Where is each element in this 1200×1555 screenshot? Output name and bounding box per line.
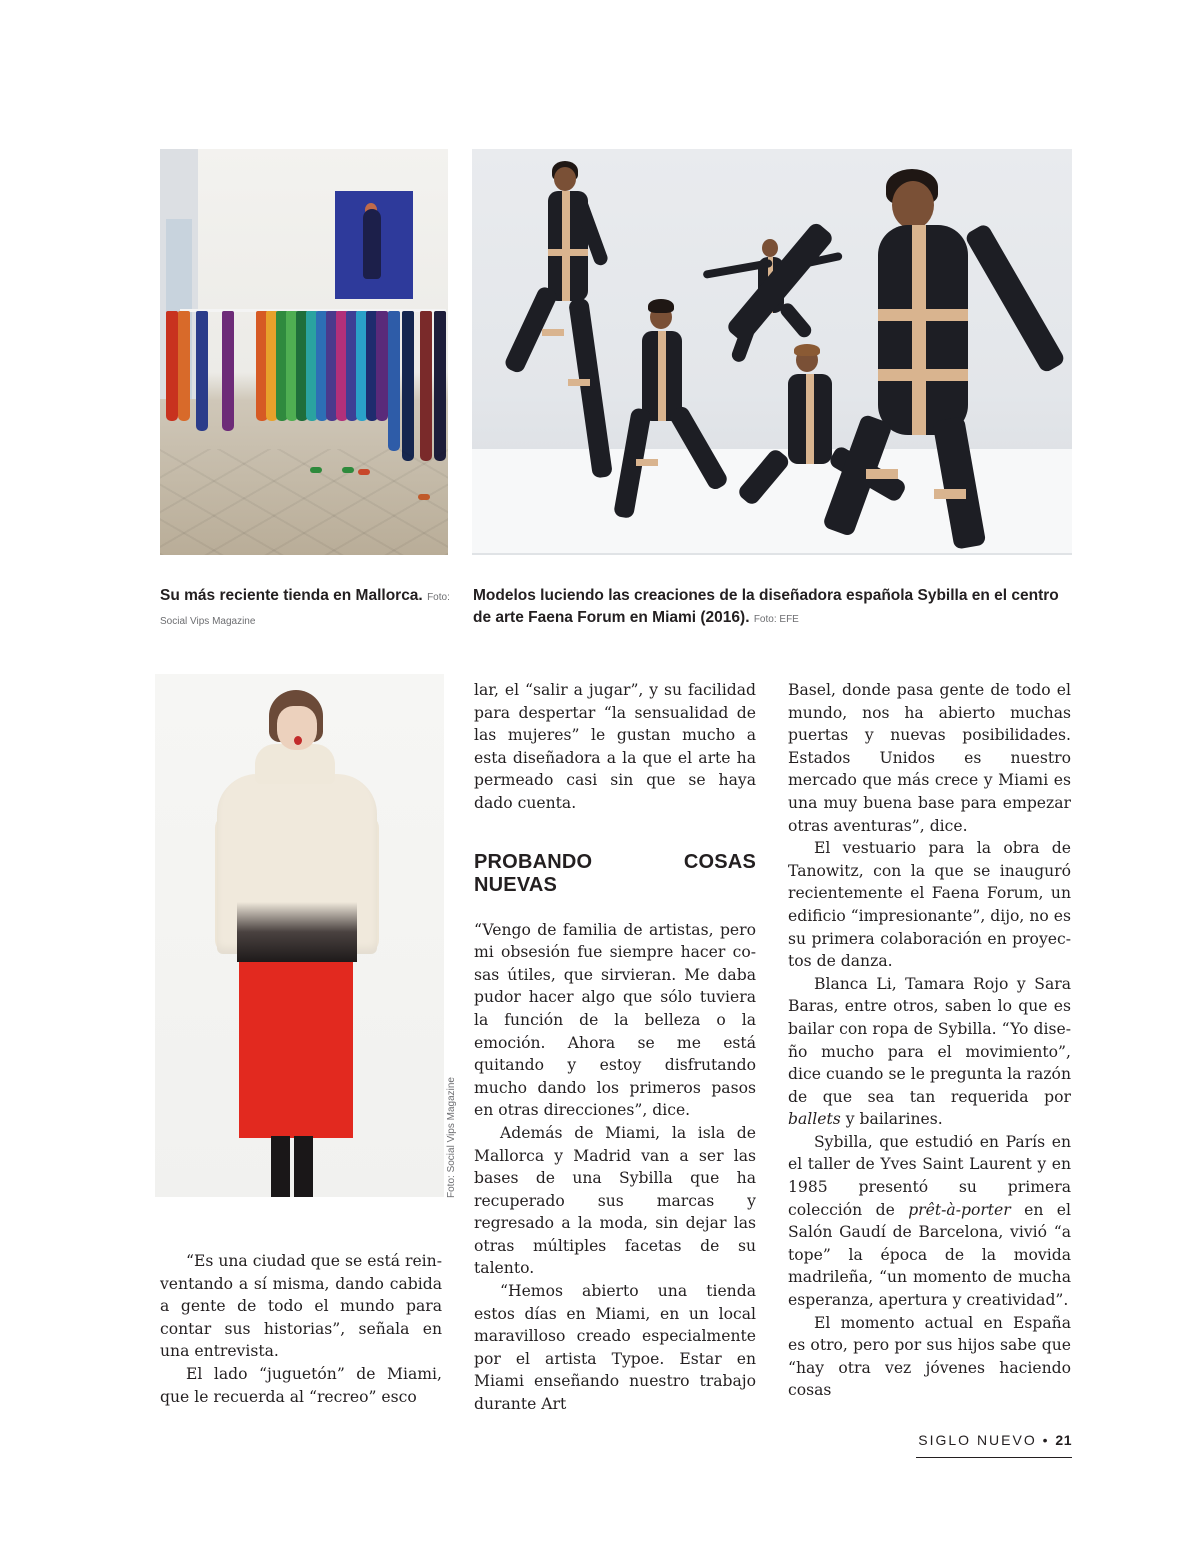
paragraph: Además de Miami, la isla de Mallorca y Madrid van a ser las bases de una Sybilla que ha recuperado sus marcas y regresado a la moda, sin dejar las otras múltiples facetas de su talento. [474, 1123, 756, 1278]
footer-separator: • [1036, 1432, 1056, 1448]
paragraph [788, 1131, 1071, 1312]
page-number: 21 [1055, 1432, 1072, 1448]
paragraph: Basel, donde pasa gente de todo el mundo, nos ha abierto muchas puertas y nuevas posibilidades. Estados Unidos es nuestro mercado que más crece y Miami es una muy buena base para empezar otras aventuras”, dice. [788, 681, 1071, 835]
footer-rule [916, 1457, 1072, 1458]
italic-term: ballets [788, 1110, 841, 1129]
magazine-name: SIGLO NUEVO [918, 1432, 1037, 1448]
dancers-photo [472, 149, 1072, 555]
paragraph: lar, el “salir a jugar”, y su facilidad para despertar “la sensualidad de las mujeres” le gustan mucho a esta diseñadora a la que el arte ha permeado casi sin que se haya dado cuenta. [474, 681, 756, 812]
text-run: Blanca Li, Tamara Rojo y Sara Baras, entre otros, saben lo que es bailar con ropa de Sybilla. “Yo diseño mucho para el movimiento”, dice cuando se le pregunta la razón de que sea tan requerida por [788, 974, 1071, 1106]
italic-term: prêt-à-porter [908, 1200, 1011, 1219]
store-photo-credit: Foto: Social Vips Magazine [160, 592, 450, 627]
wall-painting [335, 191, 413, 299]
dancers-caption [473, 585, 1073, 631]
article-column-middle [474, 679, 756, 1416]
paragraph [788, 973, 1071, 1131]
page-footer [880, 1432, 1072, 1448]
dancers-caption-text: Modelos luciendo las creaciones de la diseñadora española Sybilla en el centro de arte Faena Forum en Miami (2016). [473, 587, 1059, 626]
paragraph: El vestuario para la obra de Tanowitz, con la que se inauguró recientemente el Faena Forum, un edificio “impresionante”, dijo, no es su primera colaboración en proyectos de danza. [788, 839, 1071, 971]
section-heading: PROBANDO COSAS NUEVAS [474, 850, 756, 896]
model-photo [155, 674, 444, 1197]
article-column-left [160, 1250, 442, 1408]
text-run: en el Salón Gaudí de Barcelona, vivió “a tope” la época de la movida madrileña, “un momento de mucha esperanza, apertura y creatividad”. [788, 1200, 1071, 1310]
paragraph: “Hemos abierto una tienda estos días en Miami, en un local maravilloso creado especialmente por el artista Typoe. Estar en Miami enseñando nuestro trabajo durante Art [474, 1282, 756, 1414]
text-run: Sybilla, que estudió en París en el taller de Yves Saint Laurent y en 1985 presentó su primera colección de [788, 1132, 1071, 1219]
dancers-photo-credit: Foto: EFE [753, 614, 799, 625]
store-caption [160, 585, 460, 633]
paragraph: El momento actual en España es otro, pero por sus hijos sabe que “hay otra vez jóvenes haciendo cosas [788, 1313, 1071, 1400]
model-photo-credit: Foto: Social Vips Magazine [446, 1077, 457, 1198]
store-caption-text: Su más reciente tienda en Mallorca. [160, 587, 423, 604]
text-run: y bailarines. [840, 1110, 943, 1129]
paragraph: “Vengo de familia de artistas, pero mi obsesión fue siempre hacer cosas útiles, que sirvieran. Me daba pudor hacer algo que sólo tuviera la función de la belleza o la emoción. Ahora se me está quitando y estoy disfrutando mucho dando los primeros pasos en otras direcciones”, dice. [474, 920, 756, 1120]
article-column-right [788, 679, 1071, 1402]
store-photo [160, 149, 448, 555]
paragraph: El lado “juguetón” de Miami, que le recuerda al “recreo” esco [160, 1364, 442, 1406]
paragraph: “Es una ciudad que se está reinventando a sí misma, dando cabida a gente de todo el mundo para contar sus historias”, señala en una entrevista. [160, 1252, 442, 1361]
